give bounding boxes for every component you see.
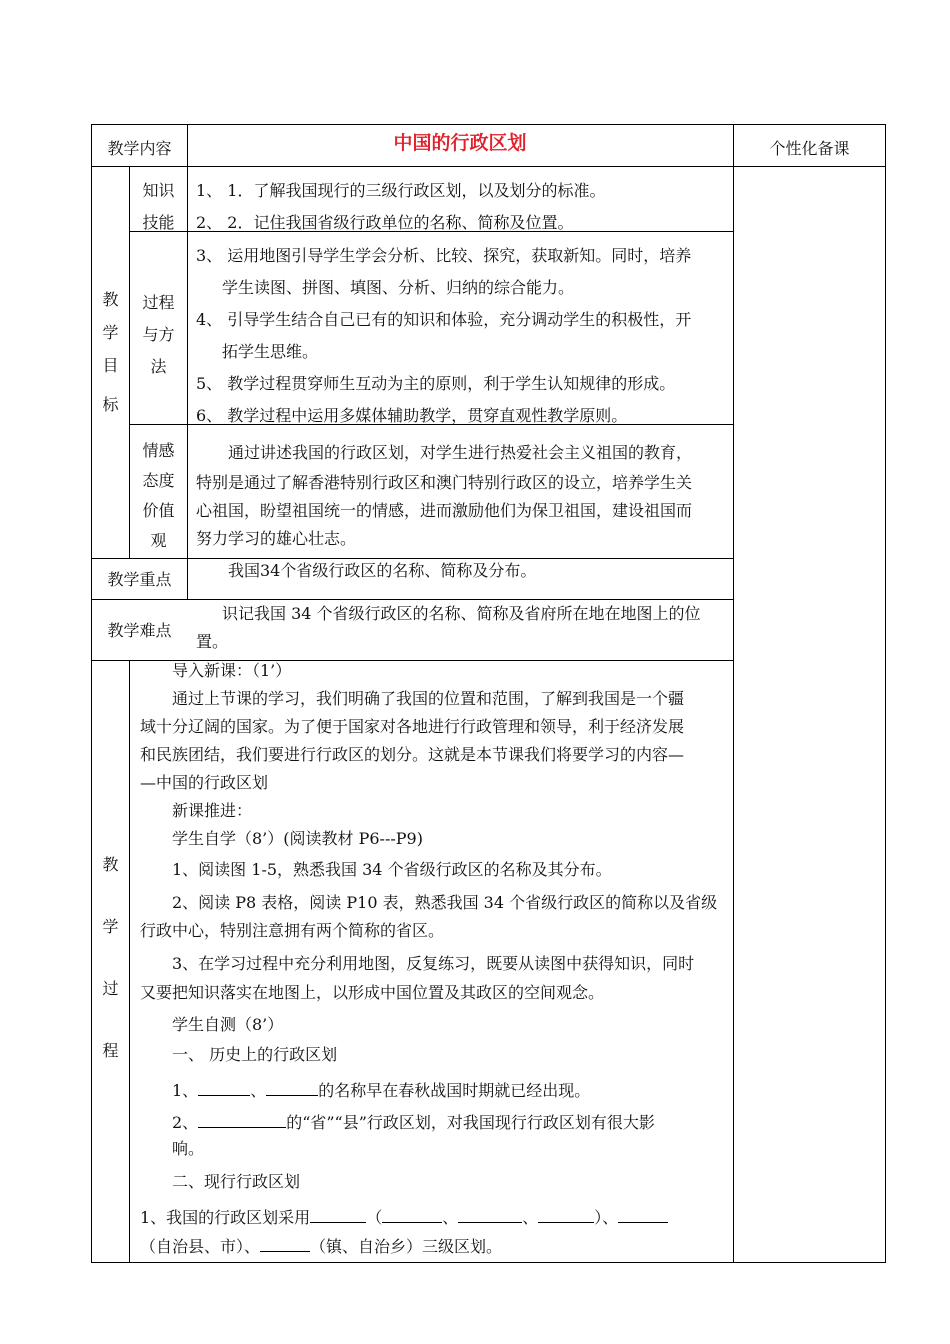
difficulty-line: 置。	[196, 632, 229, 651]
objective-line: 学生读图、拼图、填图、分析、归纳的综合能力。	[222, 278, 575, 297]
emotion-values-label: 情感 态度 价值 观	[142, 441, 175, 550]
objective-line: 2、 2．记住我国省级行政单位的名称、简称及位置。	[196, 213, 574, 232]
objective-line: 通过讲述我国的行政区划，对学生进行热爱社会主义祖国的教育，	[228, 443, 693, 462]
study-step: 1、阅读图 1-5，熟悉我国 34 个省级行政区的名称及其分布。	[172, 860, 612, 879]
answer-blank[interactable]	[310, 1206, 366, 1223]
content-label: 教学内容	[107, 139, 172, 158]
objective-line: 心祖国，盼望祖国统一的情感，进而激励他们为保卫祖国，建设祖国而	[196, 501, 693, 520]
answer-blank[interactable]	[260, 1235, 310, 1252]
key-point-label: 教学重点	[107, 570, 172, 589]
question-3: 1、我国的行政区划采用 （ 、 、 ）、	[140, 1206, 668, 1228]
table-border	[91, 1262, 885, 1263]
intro-line: 和民族团结，我们要进行行政区的划分。这就是本节课我们将要学习的内容—	[140, 745, 685, 764]
process-section-label: 教 学 过 程	[102, 855, 119, 1060]
answer-blank[interactable]	[198, 1111, 286, 1128]
answer-blank[interactable]	[266, 1079, 318, 1096]
self-study-heading: 学生自学（8’）(阅读教材 P6---P9)	[172, 829, 423, 848]
intro-line: 通过上节课的学习，我们明确了我国的位置和范围，了解到我国是一个疆	[172, 689, 685, 708]
question-2: 2、 的“省”“县”行政区划，对我国现行行政区划有很大影	[172, 1113, 655, 1132]
question-2-cont: 响。	[172, 1139, 205, 1158]
objective-line: 5、 教学过程贯穿师生互动为主的原则，利于学生认知规律的形成。	[196, 374, 676, 393]
new-lesson-heading: 新课推进：	[172, 801, 253, 820]
intro-title: 导入新课：（1’）	[172, 661, 292, 680]
page-title: 中国的行政区划	[393, 132, 527, 154]
answer-blank[interactable]	[618, 1206, 668, 1223]
objective-line: 3、 运用地图引导学生学会分析、比较、探究，获取新知。同时，培养	[196, 246, 692, 265]
study-step: 3、在学习过程中充分利用地图，反复练习，既要从读图中获得知识，同时	[172, 954, 695, 973]
difficulty-label: 教学难点	[107, 621, 172, 640]
question-3-cont: （自治县、市）、 （镇、自治乡）三级区划。	[140, 1237, 503, 1256]
answer-blank[interactable]	[458, 1206, 522, 1223]
personal-prep-label: 个性化备课	[769, 139, 850, 158]
question-1: 1、 、 的名称早在春秋战国时期就已经出现。	[172, 1081, 591, 1100]
objective-line: 拓学生思维。	[222, 342, 319, 361]
key-point-text: 我国34个省级行政区的名称、简称及分布。	[228, 561, 537, 580]
objective-line: 努力学习的雄心壮志。	[196, 529, 357, 548]
objective-line: 特别是通过了解香港特别行政区和澳门特别行政区的设立，培养学生关	[196, 473, 693, 492]
study-step: 又要把知识落实在地图上，以形成中国位置及其政区的空间观念。	[140, 983, 605, 1002]
objectives-section-label: 教 学 目 标	[102, 290, 119, 414]
part2-heading: 二、现行行政区划	[172, 1172, 301, 1191]
difficulty-line: 识记我国 34 个省级行政区的名称、简称及省府所在地在地图上的位	[222, 604, 701, 623]
part1-heading: 一、 历史上的行政区划	[172, 1045, 338, 1064]
objective-line: 1、 1．了解我国现行的三级行政区划，以及划分的标准。	[196, 181, 606, 200]
objective-line: 6、 教学过程中运用多媒体辅助教学，贯穿直观性教学原则。	[196, 406, 628, 425]
column-divider	[187, 124, 188, 600]
column-divider	[129, 660, 130, 1263]
answer-blank[interactable]	[198, 1079, 250, 1096]
study-step: 行政中心，特别注意拥有两个简称的省区。	[140, 921, 445, 940]
table-border	[885, 124, 886, 1263]
column-divider	[733, 124, 734, 1263]
answer-blank[interactable]	[382, 1206, 442, 1223]
objective-line: 4、 引导学生结合自己已有的知识和体验，充分调动学生的积极性，开	[196, 310, 692, 329]
table-border	[91, 166, 885, 167]
answer-blank[interactable]	[538, 1206, 594, 1223]
process-method-label: 过程 与方 法	[142, 293, 175, 376]
intro-line: 域十分辽阔的国家。为了便于国家对各地进行行政管理和领导，利于经济发展	[140, 717, 685, 736]
table-border	[91, 124, 885, 125]
study-step: 2、阅读 P8 表格，阅读 P10 表，熟悉我国 34 个省级行政区的简称以及省级	[172, 893, 718, 912]
knowledge-skill-label: 知识 技能	[142, 181, 175, 232]
intro-line: —中国的行政区划	[140, 773, 269, 792]
self-test-heading: 学生自测（8’）	[172, 1015, 284, 1034]
